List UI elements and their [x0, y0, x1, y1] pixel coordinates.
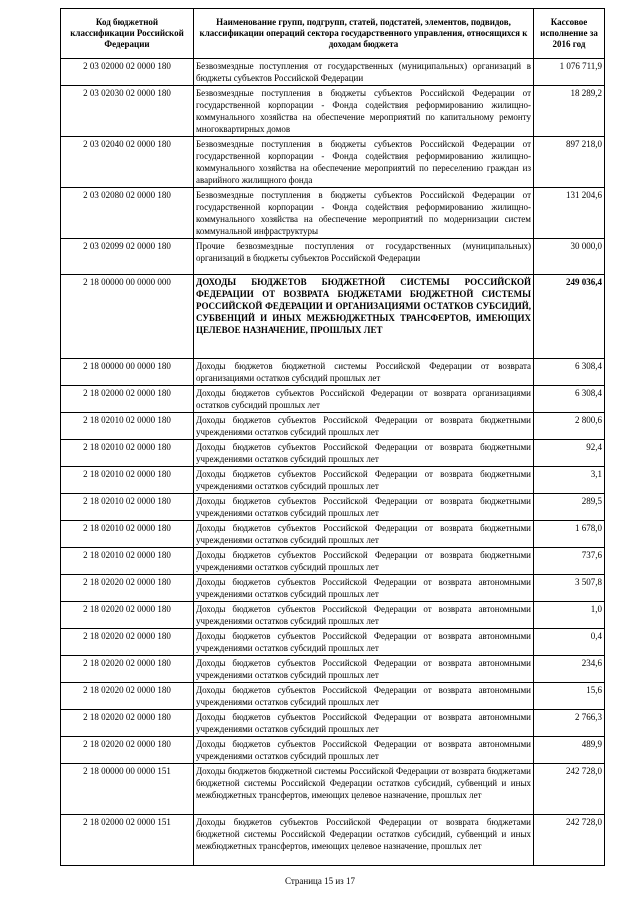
table-row: [61, 413, 605, 440]
row-code: 2 18 02020 02 0000 180: [61, 656, 194, 683]
header-code: Код бюджетной классификации Российской Федерации: [61, 9, 194, 59]
row-amount: 6 308,4: [534, 359, 605, 386]
row-name: Доходы бюджетов субъектов Российской Федерации от возврата организациями остатков субсидий прошлых лет: [194, 386, 534, 413]
row-name: Доходы бюджетов субъектов Российской Федерации от возврата автономными учреждениями остатков субсидий прошлых лет: [194, 710, 534, 737]
row-name: Доходы бюджетов субъектов Российской Федерации от возврата бюджетами бюджетной системы Российской Федерации остатков субсидий, субвенций и иных межбюджетных трансфертов, имеющих целевое назначение, прошлых лет: [194, 815, 534, 866]
row-code: 2 18 02010 02 0000 180: [61, 440, 194, 467]
row-amount: 18 289,2: [534, 86, 605, 137]
row-code: 2 18 02000 02 0000 180: [61, 386, 194, 413]
row-code: 2 03 02000 02 0000 180: [61, 59, 194, 86]
row-code: 2 18 02010 02 0000 180: [61, 548, 194, 575]
table-row: [61, 275, 605, 359]
table-row: [61, 521, 605, 548]
table-row: [61, 575, 605, 602]
row-amount: 2 766,3: [534, 710, 605, 737]
row-code: 2 18 02010 02 0000 180: [61, 521, 194, 548]
table-row: [61, 59, 605, 86]
row-amount: 1 076 711,9: [534, 59, 605, 86]
row-amount: 131 204,6: [534, 188, 605, 239]
row-amount: 2 800,6: [534, 413, 605, 440]
row-name: Доходы бюджетов субъектов Российской Федерации от возврата автономными учреждениями остатков субсидий прошлых лет: [194, 602, 534, 629]
row-code: 2 03 02030 02 0000 180: [61, 86, 194, 137]
row-amount: 3 507,8: [534, 575, 605, 602]
row-name: Доходы бюджетов субъектов Российской Федерации от возврата бюджетными учреждениями остатков субсидий прошлых лет: [194, 521, 534, 548]
row-amount: 242 728,0: [534, 815, 605, 866]
row-amount: 6 308,4: [534, 386, 605, 413]
header-amount: Кассовое исполнение за 2016 год: [534, 9, 605, 59]
row-amount: 1 678,0: [534, 521, 605, 548]
table-row: [61, 86, 605, 137]
row-name: Доходы бюджетов субъектов Российской Федерации от возврата бюджетными учреждениями остатков субсидий прошлых лет: [194, 440, 534, 467]
row-code: 2 18 00000 00 0000 000: [61, 275, 194, 359]
table-row: [61, 710, 605, 737]
row-name: Доходы бюджетов субъектов Российской Федерации от возврата автономными учреждениями остатков субсидий прошлых лет: [194, 629, 534, 656]
row-amount: 234,6: [534, 656, 605, 683]
row-name: ДОХОДЫ БЮДЖЕТОВ БЮДЖЕТНОЙ СИСТЕМЫ РОССИЙСКОЙ ФЕДЕРАЦИИ ОТ ВОЗВРАТА БЮДЖЕТАМИ БЮДЖЕТНОЙ СИСТЕМЫ РОССИЙСКОЙ ФЕДЕРАЦИИ И ОРГАНИЗАЦИЯМИ ОСТАТКОВ СУБСИДИЙ, СУБВЕНЦИЙ И ИНЫХ МЕЖБЮДЖЕТНЫХ ТРАНСФЕРТОВ, ИМЕЮЩИХ ЦЕЛЕВОЕ НАЗНАЧЕНИЕ, ПРОШЛЫХ ЛЕТ: [194, 275, 534, 359]
table-row: [61, 386, 605, 413]
row-code: 2 18 02020 02 0000 180: [61, 602, 194, 629]
table-row: [61, 467, 605, 494]
table-body: [61, 59, 605, 866]
row-code: 2 03 02099 02 0000 180: [61, 239, 194, 275]
table-row: [61, 815, 605, 866]
row-amount: 242 728,0: [534, 764, 605, 815]
table-row: [61, 359, 605, 386]
row-code: 2 18 00000 00 0000 151: [61, 764, 194, 815]
row-code: 2 18 02010 02 0000 180: [61, 467, 194, 494]
row-amount: 15,6: [534, 683, 605, 710]
row-code: 2 18 02010 02 0000 180: [61, 494, 194, 521]
table-row: [61, 239, 605, 275]
table-row: [61, 656, 605, 683]
row-amount: 30 000,0: [534, 239, 605, 275]
row-name: Доходы бюджетов бюджетной системы Российской Федерации от возврата бюджетами бюджетной системы Российской Федерации остатков субсидий, субвенций и иных межбюджетных трансфертов, имеющих целевое назначение, прошлых лет: [194, 764, 534, 815]
row-name: Доходы бюджетов субъектов Российской Федерации от возврата автономными учреждениями остатков субсидий прошлых лет: [194, 575, 534, 602]
row-code: 2 18 02000 02 0000 151: [61, 815, 194, 866]
table-row: [61, 602, 605, 629]
table-row: [61, 737, 605, 764]
row-code: 2 18 02020 02 0000 180: [61, 683, 194, 710]
page-number: Страница 15 из 17: [285, 876, 355, 886]
table-row: [61, 683, 605, 710]
row-code: 2 18 02020 02 0000 180: [61, 710, 194, 737]
row-name: Безвозмездные поступления от государственных (муниципальных) организаций в бюджеты субъектов Российской Федерации: [194, 59, 534, 86]
row-name: Безвозмездные поступления в бюджеты субъектов Российской Федерации от государственной корпорации - Фонда содействия реформированию жилищно-коммунального хозяйства на обеспечение мероприятий по капитальному ремонту многоквартирных домов: [194, 86, 534, 137]
row-amount: 289,5: [534, 494, 605, 521]
row-amount: 3,1: [534, 467, 605, 494]
row-code: 2 18 02020 02 0000 180: [61, 629, 194, 656]
row-amount: 737,6: [534, 548, 605, 575]
row-amount: 249 036,4: [534, 275, 605, 359]
row-amount: 1,0: [534, 602, 605, 629]
row-code: 2 18 02010 02 0000 180: [61, 413, 194, 440]
row-code: 2 03 02040 02 0000 180: [61, 137, 194, 188]
table-row: [61, 494, 605, 521]
table-header-row: [61, 9, 605, 59]
row-name: Безвозмездные поступления в бюджеты субъектов Российской Федерации от государственной корпорации - Фонда содействия реформированию жилищно-коммунального хозяйства на обеспечение мероприятий по переселению граждан из аварийного жилищного фонда: [194, 137, 534, 188]
row-amount: 92,4: [534, 440, 605, 467]
table-row: [61, 764, 605, 815]
row-name: Доходы бюджетов субъектов Российской Федерации от возврата бюджетными учреждениями остатков субсидий прошлых лет: [194, 494, 534, 521]
row-code: 2 03 02080 02 0000 180: [61, 188, 194, 239]
row-name: Доходы бюджетов субъектов Российской Федерации от возврата бюджетными учреждениями остатков субсидий прошлых лет: [194, 413, 534, 440]
row-code: 2 18 02020 02 0000 180: [61, 575, 194, 602]
row-amount: 897 218,0: [534, 137, 605, 188]
row-name: Доходы бюджетов субъектов Российской Федерации от возврата бюджетными учреждениями остатков субсидий прошлых лет: [194, 467, 534, 494]
table-row: [61, 137, 605, 188]
table-row: [61, 548, 605, 575]
row-name: Доходы бюджетов субъектов Российской Федерации от возврата автономными учреждениями остатков субсидий прошлых лет: [194, 656, 534, 683]
row-code: 2 18 02020 02 0000 180: [61, 737, 194, 764]
row-name: Доходы бюджетов бюджетной системы Российской Федерации от возврата организациями остатков субсидий прошлых лет: [194, 359, 534, 386]
row-name: Доходы бюджетов субъектов Российской Федерации от возврата бюджетными учреждениями остатков субсидий прошлых лет: [194, 548, 534, 575]
row-name: Прочие безвозмездные поступления от государственных (муниципальных) организаций в бюджеты субъектов Российской Федерации: [194, 239, 534, 275]
row-name: Доходы бюджетов субъектов Российской Федерации от возврата автономными учреждениями остатков субсидий прошлых лет: [194, 737, 534, 764]
table-row: [61, 629, 605, 656]
row-amount: 0,4: [534, 629, 605, 656]
row-name: Доходы бюджетов субъектов Российской Федерации от возврата автономными учреждениями остатков субсидий прошлых лет: [194, 683, 534, 710]
table-row: [61, 440, 605, 467]
row-name: Безвозмездные поступления в бюджеты субъектов Российской Федерации от государственной корпорации - Фонда содействия реформированию жилищно-коммунального хозяйства на обеспечение мероприятий по модернизации систем коммунальной инфраструктуры: [194, 188, 534, 239]
table-row: [61, 188, 605, 239]
budget-table: [60, 8, 605, 866]
header-name: Наименование групп, подгрупп, статей, подстатей, элементов, подвидов, классификации операций сектора государственного управления, относящихся к доходам бюджета: [194, 9, 534, 59]
row-code: 2 18 00000 00 0000 180: [61, 359, 194, 386]
row-amount: 489,9: [534, 737, 605, 764]
